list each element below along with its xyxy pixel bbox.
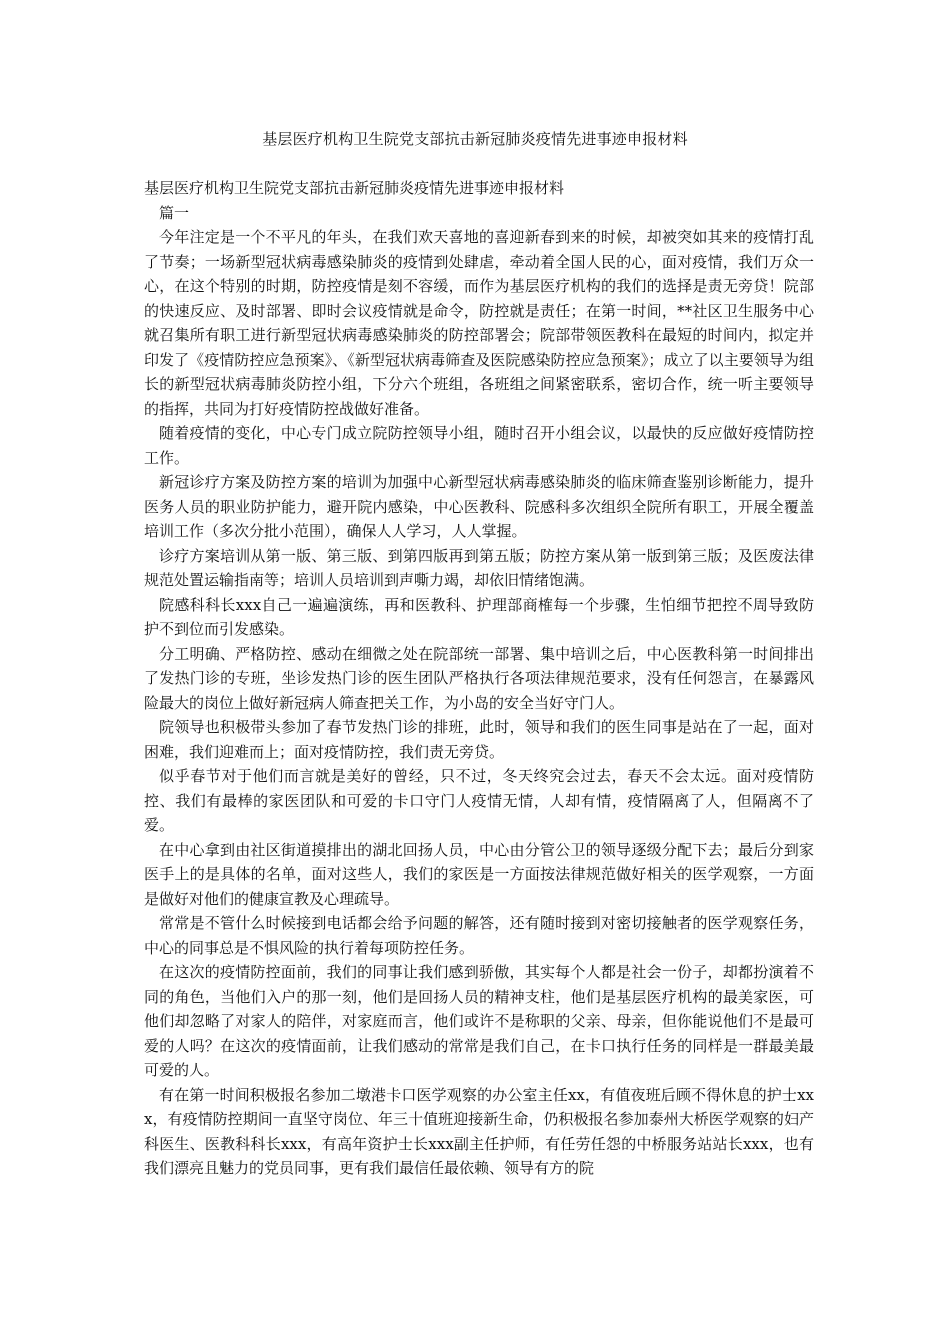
paragraph-1: 今年注定是一个不平凡的年头，在我们欢天喜地的喜迎新春到来的时候，却被突如其来的疫情打乱了节奏；一场新型冠状病毒感染肺炎的疫情到处肆虐，牵动着全国人民的心，面对疫情，我们万众一心，在这个特别的时期，防控疫情是刻不容缓，而作为基层医疗机构的我们的选择是责无旁贷！院部的快速反应、及时部署、即时会议疫情就是命令，防控就是责任；在第一时间，**社区卫生服务中心就召集所有职工进行新型冠状病毒感染肺炎的防控部署会；院部带领医教科在最短的时间内，拟定并印发了《疫情防控应急预案》、《新型冠状病毒筛查及医院感染防控应急预案》；成立了以主要领导为组长的新型冠状病毒肺炎防控小组，下分六个班组，各班组之间紧密联系，密切合作，统一听主要领导的指挥，共同为打好疫情防控战做好准备。 bbox=[144, 228, 814, 418]
section-label: 篇一 bbox=[159, 203, 190, 222]
paragraph-6: 分工明确、严格防控、感动在细微之处在院部统一部署、集中培训之后，中心医教科第一时间排出了发热门诊的专班，坐诊发热门诊的医生团队严格执行各项法律规范要求，没有任何怨言，在暴露风险最大的岗位上做好新冠病人筛查把关工作，为小岛的安全当好守门人。 bbox=[144, 644, 814, 712]
paragraph-9: 在中心拿到由社区街道摸排出的湖北回扬人员，中心由分管公卫的领导逐级分配下去；最后分到家医手上的是具体的名单，面对这些人，我们的家医是一方面按法律规范做好相关的医学观察，一方面是做好对他们的健康宣教及心理疏导。 bbox=[144, 840, 814, 908]
paragraph-8: 似乎春节对于他们而言就是美好的曾经，只不过，冬天终究会过去，春天不会太远。面对疫情防控、我们有最棒的家医团队和可爱的卡口守门人疫情无情，人却有情，疫情隔离了人，但隔离不了爱。 bbox=[144, 767, 814, 834]
paragraph-10: 常常是不管什么时候接到电话都会给予问题的解答，还有随时接到对密切接触者的医学观察任务，中心的同事总是不惧风险的执行着每项防控任务。 bbox=[144, 914, 814, 957]
paragraph-3: 新冠诊疗方案及防控方案的培训为加强中心新型冠状病毒感染肺炎的临床筛查鉴别诊断能力，提升医务人员的职业防护能力，避开院内感染，中心医教科、院感科多次组织全院所有职工，开展全覆盖培训工作（多次分批小范围），确保人人学习，人人掌握。 bbox=[144, 473, 814, 540]
page-title: 基层医疗机构卫生院党支部抗击新冠肺炎疫情先进事迹申报材料 bbox=[262, 130, 688, 148]
paragraph-11: 在这次的疫情防控面前，我们的同事让我们感到骄傲，其实每个人都是社会一份子，却都扮演着不同的角色，当他们入户的那一刻，他们是回扬人员的精神支柱，他们是基层医疗机构的最美家医，可他们却忽略了对家人的陪伴，对家庭而言，他们或许不是称职的父亲、母亲，但你能说他们不是最可爱的人吗？在这次的疫情面前，让我们感动的常常是我们自己，在卡口执行任务的同样是一群最美最可爱的人。 bbox=[144, 963, 814, 1079]
paragraph-5: 院感科科长xxx自己一遍遍演练，再和医教科、护理部商榷每一个步骤，生怕细节把控不周导致防护不到位而引发感染。 bbox=[144, 595, 814, 638]
document-heading: 基层医疗机构卫生院党支部抗击新冠肺炎疫情先进事迹申报材料 bbox=[144, 179, 565, 197]
paragraph-2: 随着疫情的变化，中心专门成立院防控领导小组，随时召开小组会议，以最快的反应做好疫情防控工作。 bbox=[144, 424, 814, 467]
paragraph-12: 有在第一时间积极报名参加二墩港卡口医学观察的办公室主任xx，有值夜班后顾不得休息的护士xxx，有疫情防控期间一直坚守岗位、年三十值班迎接新生命，仍积极报名参加泰州大桥医学观察的妇产科医生、医教科科长xxx，有高年资护士长xxx副主任护师，有任劳任怨的中桥服务站站长xxx，也有我们漂亮且魅力的党员同事，更有我们最信任最依赖、领导有方的院 bbox=[144, 1085, 814, 1177]
paragraph-7: 院领导也积极带头参加了春节发热门诊的排班，此时，领导和我们的医生同事是站在了一起，面对困难，我们迎难而上；面对疫情防控，我们责无旁贷。 bbox=[144, 718, 814, 761]
document-body bbox=[144, 176, 814, 1181]
paragraph-4: 诊疗方案培训从第一版、第三版、到第四版再到第五版；防控方案从第一版到第三版；及医废法律规范处置运输指南等；培训人员培训到声嘶力竭，却依旧情绪饱满。 bbox=[144, 546, 814, 589]
